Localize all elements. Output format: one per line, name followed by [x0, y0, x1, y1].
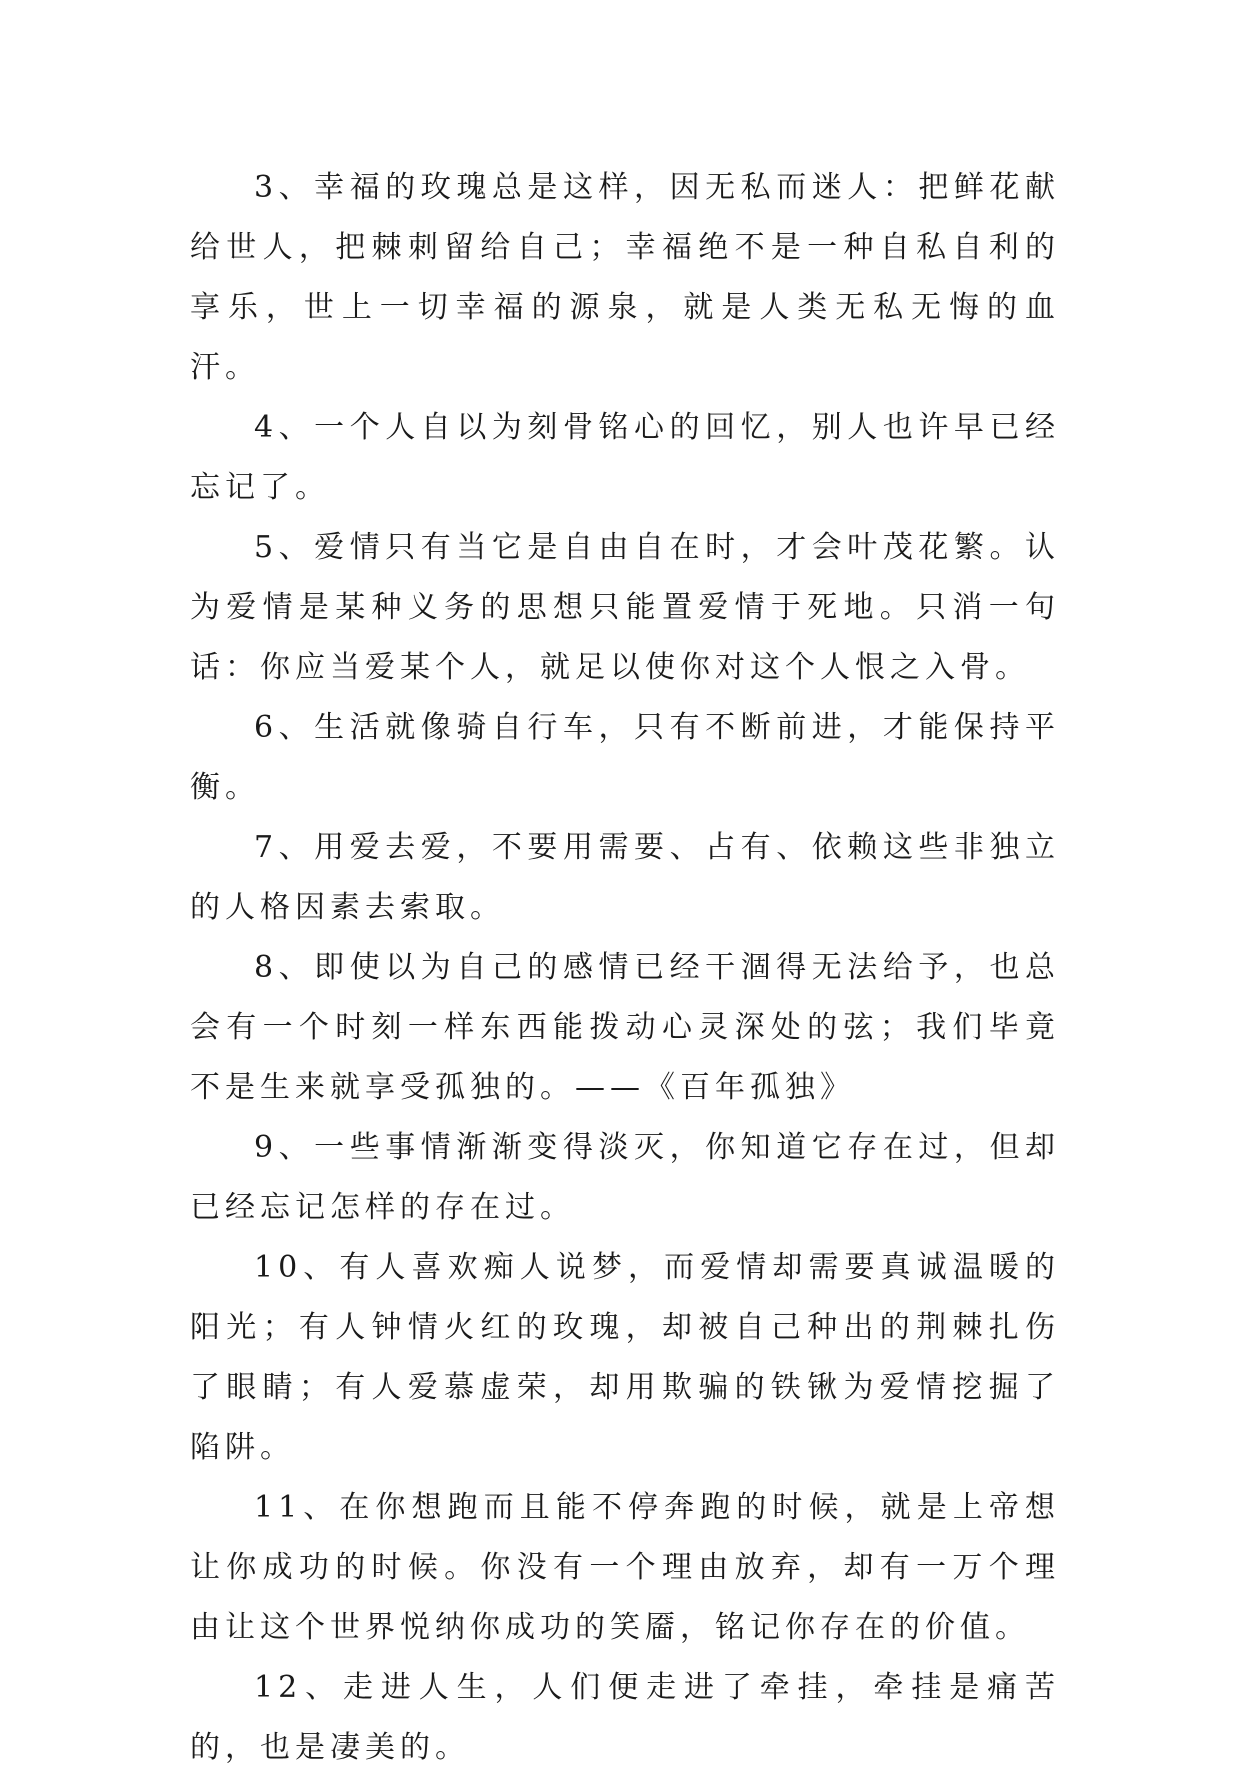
- paragraph-3: 3、幸福的玫瑰总是这样，因无私而迷人：把鲜花献给世人，把棘刺留给自己；幸福绝不是一种自私自利的享乐，世上一切幸福的源泉，就是人类无私无悔的血汗。: [190, 170, 1060, 385]
- paragraph-7: 7、用爱去爱，不要用需要、占有、依赖这些非独立的人格因素去索取。: [190, 830, 1060, 925]
- paragraph-5: 5、爱情只有当它是自由自在时，才会叶茂花繁。认为爱情是某种义务的思想只能置爱情于死地。只消一句话：你应当爱某个人，就足以使你对这个人恨之入骨。: [190, 530, 1060, 685]
- paragraph-11: 11、在你想跑而且能不停奔跑的时候，就是上帝想让你成功的时候。你没有一个理由放弃，却有一万个理由让这个世界悦纳你成功的笑靥，铭记你存在的价值。: [190, 1490, 1060, 1645]
- paragraph-6: 6、生活就像骑自行车，只有不断前进，才能保持平衡。: [190, 710, 1060, 805]
- document-body: [190, 158, 1060, 1778]
- paragraph-4: 4、一个人自以为刻骨铭心的回忆，别人也许早已经忘记了。: [190, 410, 1060, 505]
- paragraph-8: 8、即使以为自己的感情已经干涸得无法给予，也总会有一个时刻一样东西能拨动心灵深处的弦；我们毕竟不是生来就享受孤独的。——《百年孤独》: [190, 950, 1060, 1105]
- paragraph-9: 9、一些事情渐渐变得淡灭，你知道它存在过，但却已经忘记怎样的存在过。: [190, 1130, 1060, 1225]
- paragraph-12: 12、走进人生，人们便走进了牵挂，牵挂是痛苦的，也是凄美的。: [190, 1670, 1060, 1765]
- paragraph-10: 10、有人喜欢痴人说梦，而爱情却需要真诚温暖的阳光；有人钟情火红的玫瑰，却被自己种出的荆棘扎伤了眼睛；有人爱慕虚荣，却用欺骗的铁锹为爱情挖掘了陷阱。: [190, 1250, 1060, 1465]
